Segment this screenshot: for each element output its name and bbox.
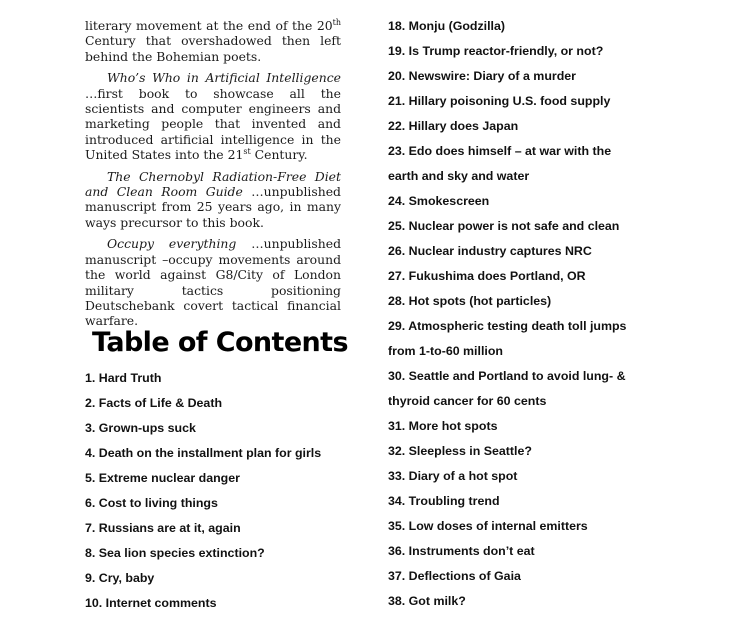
toc-item: 27. Fukushima does Portland, OR — [388, 269, 586, 283]
toc-item: 22. Hillary does Japan — [388, 119, 519, 133]
intro-p3-text: …unpublished manuscript from 25 years ago, in many ways precursor to this book. — [85, 184, 341, 230]
book-title-chernobyl: The Chernobyl Radiation-Free Diet and Clean Room Guide — [85, 168, 341, 200]
toc-item: 20. Newswire: Diary of a murder — [388, 69, 576, 83]
toc-item: 33. Diary of a hot spot — [388, 469, 518, 483]
toc-item: 36. Instruments don’t eat — [388, 544, 535, 558]
intro-paragraph-2 — [85, 70, 341, 162]
toc-item: 28. Hot spots (hot particles) — [388, 294, 552, 308]
toc-item: 6. Cost to living things — [85, 496, 218, 510]
toc-item: 2. Facts of Life & Death — [85, 396, 223, 410]
toc-right-column — [388, 14, 688, 614]
intro-p2-superscript: st — [243, 147, 251, 157]
intro-p1-superscript: th — [332, 17, 341, 27]
toc-item: 31. More hot spots — [388, 419, 498, 433]
toc-item: 9. Cry, baby — [85, 571, 155, 585]
intro-p1-text-b: Century that overshadowed then left behind the Bohemian poets. — [85, 33, 341, 64]
intro-paragraph-1 — [85, 18, 341, 64]
toc-item: 32. Sleepless in Seattle? — [388, 444, 532, 458]
toc-item: 4. Death on the installment plan for girls — [85, 446, 322, 460]
toc-item: 1. Hard Truth — [85, 371, 162, 385]
toc-item: 25. Nuclear power is not safe and clean — [388, 219, 620, 233]
book-title-occupy: Occupy everything — [107, 236, 237, 252]
toc-item: 35. Low doses of internal emitters — [388, 519, 588, 533]
toc-item: 23. Edo does himself – at war with the — [388, 144, 612, 158]
toc-item: 7. Russians are at it, again — [85, 521, 241, 535]
toc-item: 37. Deflections of Gaia — [388, 569, 521, 583]
toc-item: 10. Internet comments — [85, 596, 217, 610]
intro-p1-text-a: literary movement at the end of the 20 — [85, 18, 333, 33]
toc-item: 21. Hillary poisoning U.S. food supply — [388, 94, 611, 108]
toc-item: 26. Nuclear industry captures NRC — [388, 244, 592, 258]
toc-item-continuation: earth and sky and water — [388, 169, 530, 183]
toc-item: 30. Seattle and Portland to avoid lung- & — [388, 369, 626, 383]
toc-item-continuation: thyroid cancer for 60 cents — [388, 394, 547, 408]
toc-left-column — [85, 366, 355, 616]
toc-item: 3. Grown-ups suck — [85, 421, 196, 435]
toc-heading: Table of Contents — [92, 327, 348, 358]
intro-p4-text: …unpublished manuscript –occupy movements around the world against G8/City of London military tactics positioning Deutschebank covert tactical financial warfare. — [85, 236, 341, 329]
toc-item: 18. Monju (Godzilla) — [388, 19, 506, 33]
intro-column — [85, 18, 341, 335]
toc-item: 5. Extreme nuclear danger — [85, 471, 240, 485]
toc-item: 24. Smokescreen — [388, 194, 490, 208]
toc-item-continuation: from 1-to-60 million — [388, 344, 503, 358]
toc-item: 34. Troubling trend — [388, 494, 500, 508]
toc-item: 29. Atmospheric testing death toll jumps — [388, 319, 627, 333]
intro-paragraph-4 — [85, 236, 341, 328]
intro-paragraph-3 — [85, 169, 341, 231]
book-title-whos-who: Who’s Who in Artificial Intelligence — [107, 70, 341, 86]
toc-item: 19. Is Trump reactor-friendly, or not? — [388, 44, 604, 58]
intro-p2-text-b: Century. — [250, 147, 308, 163]
toc-item: 8. Sea lion species extinction? — [85, 546, 265, 560]
intro-p2-text-a: …first book to showcase all the scientists and computer engineers and marketing people that invented and introduced artificial intelligence in the United States into the 21 — [85, 85, 341, 163]
toc-item: 38. Got milk? — [388, 594, 466, 608]
